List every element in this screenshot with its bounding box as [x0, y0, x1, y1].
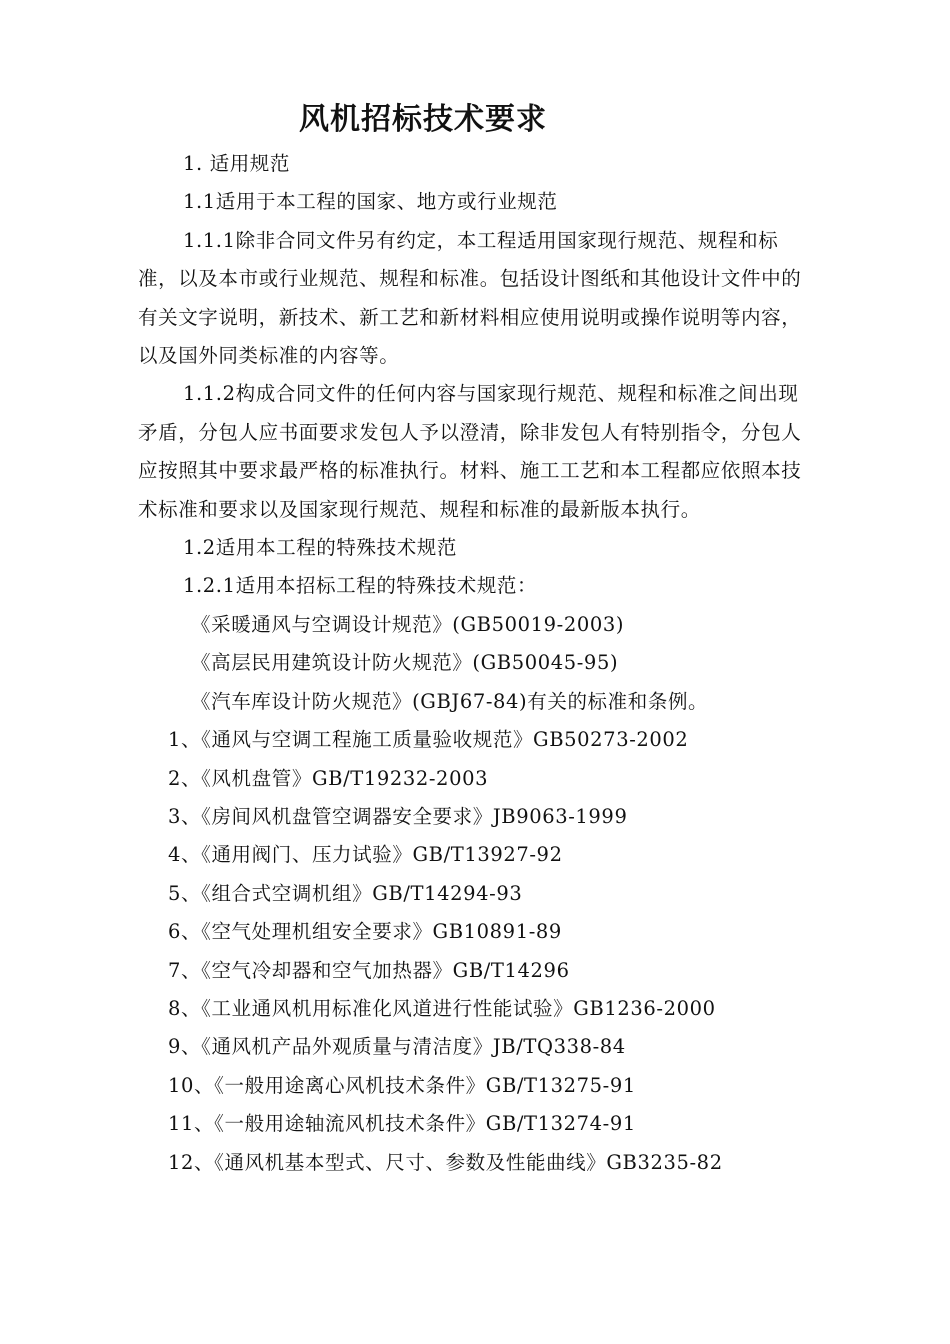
reference-item: 1、《通风与空调工程施工质量验收规范》GB50273-2002	[168, 728, 689, 752]
document-body	[138, 145, 814, 1182]
reference-item: 8、《工业通风机用标准化风道进行性能试验》GB1236-2000	[168, 996, 716, 1020]
reference-item: 2、《风机盘管》GB/T19232-2003	[168, 766, 489, 790]
section-1-1-1-paragraph: 1.1.1除非合同文件另有约定，本工程适用国家现行规范、规程和标准，以及本市或行业规范、规程和标准。包括设计图纸和其他设计文件中的有关文字说明，新技术、新工艺和新材料相应使用说明或操作说明等内容，以及国外同类标准的内容等。	[138, 228, 802, 368]
reference-item: 9、《通风机产品外观质量与清洁度》JB/TQ338-84	[168, 1035, 626, 1059]
reference-item: 7、《空气冷却器和空气加热器》GB/T14296	[168, 958, 570, 982]
reference-item: 10、《一般用途离心风机技术条件》GB/T13275-91	[168, 1073, 636, 1097]
section-1-1-heading: 1.1适用于本工程的国家、地方或行业规范	[183, 190, 558, 214]
reference-item: 6、《空气处理机组安全要求》GB10891-89	[168, 920, 562, 944]
special-standard-item: 《汽车库设计防火规范》(GBJ67-84)有关的标准和条例。	[191, 689, 709, 713]
reference-item: 4、《通用阀门、压力试验》GB/T13927-92	[168, 843, 563, 867]
section-1-1-2-paragraph: 1.1.2构成合同文件的任何内容与国家现行规范、规程和标准之间出现矛盾，分包人应书面要求发包人予以澄清，除非发包人有特别指令，分包人应按照其中要求最严格的标准执行。材料、施工工艺和本工程都应依照本技术标准和要求以及国家现行规范、规程和标准的最新版本执行。	[138, 382, 802, 521]
special-standard-item: 《采暖通风与空调设计规范》(GB50019-2003)	[191, 612, 625, 636]
section-1-heading: 1. 适用规范	[183, 152, 291, 175]
section-1-2-heading: 1.2适用本工程的特殊技术规范	[183, 536, 458, 560]
page-title: 风机招标技术要求	[299, 102, 547, 137]
reference-item: 11、《一般用途轴流风机技术条件》GB/T13274-91	[168, 1112, 636, 1136]
reference-item: 3、《房间风机盘管空调器安全要求》JB9063-1999	[168, 804, 628, 828]
special-standard-item: 《高层民用建筑设计防火规范》(GB50045-95)	[191, 651, 619, 675]
section-1-2-1-heading: 1.2.1适用本招标工程的特殊技术规范：	[183, 574, 538, 598]
reference-item: 5、《组合式空调机组》GB/T14294-93	[168, 881, 523, 905]
reference-item: 12、《通风机基本型式、尺寸、参数及性能曲线》GB3235-82	[168, 1150, 723, 1174]
